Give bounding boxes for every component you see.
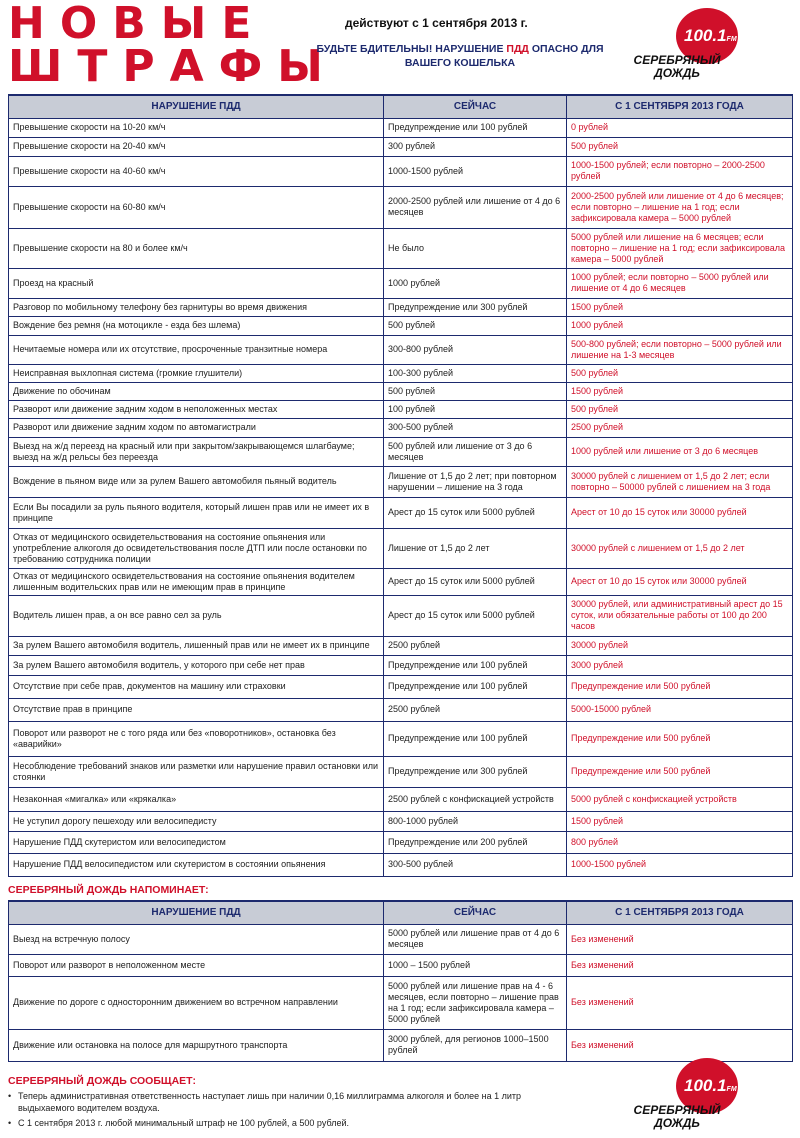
table-row bbox=[9, 335, 793, 364]
new-fine-cell: 2000-2500 рублей или лишение от 4 до 6 месяцев; если повторно – лишение на 1 год; если зафиксировала камера – 5000 рублей bbox=[567, 186, 793, 228]
current-fine-cell: 3000 рублей, для регионов 1000–1500 рублей bbox=[384, 1029, 567, 1061]
notice-list bbox=[8, 1090, 528, 1132]
new-fine-cell: Предупреждение или 500 рублей bbox=[567, 675, 793, 698]
table-row bbox=[9, 268, 793, 298]
table-row bbox=[9, 636, 793, 655]
new-fine-cell: 30000 рублей, или административный арест до 15 суток, или обязательные работы от 100 до 200 часов bbox=[567, 595, 793, 636]
table-row bbox=[9, 156, 793, 186]
table-row bbox=[9, 924, 793, 954]
violation-cell: Выезд на ж/д переезд на красный или при закрытом/закрывающемся шлагбауме; выезд на ж/д рельсы без переезда bbox=[9, 437, 384, 466]
col-now: СЕЙЧАС bbox=[384, 95, 567, 118]
violation-cell: Разворот или движение задним ходом по автомагистрали bbox=[9, 418, 384, 437]
current-fine-cell: Предупреждение или 100 рублей bbox=[384, 721, 567, 756]
current-fine-cell: 500 рублей или лишение от 3 до 6 месяцев bbox=[384, 437, 567, 466]
new-fine-cell: 800 рублей bbox=[567, 831, 793, 853]
violation-cell: Вождение без ремня (на мотоцикле - езда без шлема) bbox=[9, 316, 384, 335]
current-fine-cell: 800-1000 рублей bbox=[384, 811, 567, 831]
table-row bbox=[9, 655, 793, 675]
violation-cell: Превышение скорости на 40-60 км/ч bbox=[9, 156, 384, 186]
new-fine-cell: Без изменений bbox=[567, 1029, 793, 1061]
new-fine-cell: 500 рублей bbox=[567, 364, 793, 382]
new-fine-cell: Арест от 10 до 15 суток или 30000 рублей bbox=[567, 568, 793, 595]
violation-cell: Превышение скорости на 60-80 км/ч bbox=[9, 186, 384, 228]
new-fine-cell: 1000 рублей; если повторно – 5000 рублей или лишение от 4 до 6 месяцев bbox=[567, 268, 793, 298]
current-fine-cell: Арест до 15 суток или 5000 рублей bbox=[384, 595, 567, 636]
violation-cell: Отказ от медицинского освидетельствования на состояние опьянения или употребление алкоголя до освидетельствования после ДТП или после остановки по требованию сотрудника полиции bbox=[9, 528, 384, 568]
violation-cell: Движение или остановка на полосе для маршрутного транспорта bbox=[9, 1029, 384, 1061]
new-fine-cell: 30000 рублей с лишением от 1,5 до 2 лет bbox=[567, 528, 793, 568]
current-fine-cell: 2500 рублей bbox=[384, 636, 567, 655]
warning-text: БУДЬТЕ БДИТЕЛЬНЫ! НАРУШЕНИЕ ПДД ОПАСНО ДЛЯ ВАШЕГО КОШЕЛЬКА bbox=[316, 43, 604, 69]
current-fine-cell: 300-500 рублей bbox=[384, 853, 567, 876]
current-fine-cell: 300-800 рублей bbox=[384, 335, 567, 364]
current-fine-cell: Предупреждение или 300 рублей bbox=[384, 756, 567, 787]
table-row bbox=[9, 595, 793, 636]
table-row bbox=[9, 831, 793, 853]
table-row bbox=[9, 382, 793, 400]
new-fine-cell: 1500 рублей bbox=[567, 382, 793, 400]
current-fine-cell: Лишение от 1,5 до 2 лет; при повторном нарушении – лишение на 3 года bbox=[384, 466, 567, 497]
current-fine-cell: Предупреждение или 100 рублей bbox=[384, 118, 567, 137]
current-fine-cell: 1000-1500 рублей bbox=[384, 156, 567, 186]
list-item: • Теперь административная ответственность наступает лишь при наличии 0,16 миллиграмма алкоголя и более на 1 литр выдыхаемого водителем воздуха. bbox=[8, 1090, 528, 1114]
violation-cell: Нечитаемые номера или их отсутствие, просроченные транзитные номера bbox=[9, 335, 384, 364]
new-fine-cell: 1000 рублей или лишение от 3 до 6 месяцев bbox=[567, 437, 793, 466]
page-title: НОВЫЕ ШТРАФЫ bbox=[8, 0, 338, 92]
table-row bbox=[9, 853, 793, 876]
table-row bbox=[9, 466, 793, 497]
current-fine-cell: Предупреждение или 100 рублей bbox=[384, 675, 567, 698]
table-row bbox=[9, 418, 793, 437]
table-row bbox=[9, 186, 793, 228]
current-fine-cell: 300-500 рублей bbox=[384, 418, 567, 437]
table-row bbox=[9, 437, 793, 466]
new-fine-cell: 5000-15000 рублей bbox=[567, 698, 793, 721]
violation-cell: Не уступил дорогу пешеходу или велосипедисту bbox=[9, 811, 384, 831]
reminder-title: СЕРЕБРЯНЫЙ ДОЖДЬ НАПОМИНАЕТ: bbox=[8, 884, 209, 896]
radio-logo: 100.1FM СЕРЕБРЯНЫЙ ДОЖДЬ bbox=[632, 8, 742, 88]
current-fine-cell: Предупреждение или 200 рублей bbox=[384, 831, 567, 853]
current-fine-cell: 5000 рублей или лишение прав от 4 до 6 месяцев bbox=[384, 924, 567, 954]
table-row bbox=[9, 976, 793, 1029]
new-fine-cell: 1000 рублей bbox=[567, 316, 793, 335]
current-fine-cell: 500 рублей bbox=[384, 382, 567, 400]
violation-cell: Отсутствие при себе прав, документов на машину или страховки bbox=[9, 675, 384, 698]
violation-cell: Неисправная выхлопная система (громкие глушители) bbox=[9, 364, 384, 382]
table-header bbox=[9, 95, 793, 118]
new-fine-cell: Предупреждение или 500 рублей bbox=[567, 721, 793, 756]
violation-cell: Нарушение ПДД велосипедистом или скутеристом в состоянии опьянения bbox=[9, 853, 384, 876]
violation-cell: Если Вы посадили за руль пьяного водителя, который лишен прав или не имеет их в принципе bbox=[9, 497, 384, 528]
new-fine-cell: 5000 рублей с конфискацией устройств bbox=[567, 787, 793, 811]
violation-cell: Отказ от медицинского освидетельствования на состояние опьянения водителем лишенным водительских прав или не имеющим прав в принципе bbox=[9, 568, 384, 595]
violation-cell: Превышение скорости на 10-20 км/ч bbox=[9, 118, 384, 137]
table-row bbox=[9, 228, 793, 268]
table-row bbox=[9, 698, 793, 721]
violation-cell: Разговор по мобильному телефону без гарнитуры во время движения bbox=[9, 298, 384, 316]
table-row bbox=[9, 721, 793, 756]
table-row bbox=[9, 1029, 793, 1061]
table-row bbox=[9, 811, 793, 831]
violation-cell: Поворот или разворот не с того ряда или без «поворотников», остановка без «аварийки» bbox=[9, 721, 384, 756]
new-fine-cell: 1000-1500 рублей bbox=[567, 853, 793, 876]
current-fine-cell: Арест до 15 суток или 5000 рублей bbox=[384, 568, 567, 595]
table-row bbox=[9, 316, 793, 335]
violation-cell: Нарушение ПДД скутеристом или велосипедистом bbox=[9, 831, 384, 853]
current-fine-cell: 2500 рублей bbox=[384, 698, 567, 721]
current-fine-cell: Предупреждение или 100 рублей bbox=[384, 655, 567, 675]
radio-logo-footer: 100.1FM СЕРЕБРЯНЫЙ ДОЖДЬ bbox=[632, 1058, 742, 1138]
new-fine-cell: 5000 рублей или лишение на 6 месяцев; если повторно – лишение на 1 год; если зафиксировала камера – 5000 рублей bbox=[567, 228, 793, 268]
new-fine-cell: Без изменений bbox=[567, 976, 793, 1029]
new-fine-cell: 500 рублей bbox=[567, 400, 793, 418]
table-row bbox=[9, 675, 793, 698]
violation-cell: Выезд на встречную полосу bbox=[9, 924, 384, 954]
table-row bbox=[9, 787, 793, 811]
list-item: • С 1 сентября 2013 г. любой минимальный штраф не 100 рублей, а 500 рублей. bbox=[8, 1117, 528, 1129]
current-fine-cell: 100-300 рублей bbox=[384, 364, 567, 382]
current-fine-cell: 300 рублей bbox=[384, 137, 567, 156]
violation-cell: Поворот или разворот в неположенном месте bbox=[9, 954, 384, 976]
new-fine-cell: 1500 рублей bbox=[567, 298, 793, 316]
violation-cell: Превышение скорости на 80 и более км/ч bbox=[9, 228, 384, 268]
table-row bbox=[9, 137, 793, 156]
table-row bbox=[9, 568, 793, 595]
current-fine-cell: Арест до 15 суток или 5000 рублей bbox=[384, 497, 567, 528]
new-fine-cell: 0 рублей bbox=[567, 118, 793, 137]
table-row bbox=[9, 364, 793, 382]
current-fine-cell: Предупреждение или 300 рублей bbox=[384, 298, 567, 316]
violation-cell: Водитель лишен прав, а он все равно сел за руль bbox=[9, 595, 384, 636]
violation-cell: Движение по дороге с односторонним движением во встречном направлении bbox=[9, 976, 384, 1029]
current-fine-cell: 2000-2500 рублей или лишение от 4 до 6 месяцев bbox=[384, 186, 567, 228]
reminder-table bbox=[8, 900, 793, 1062]
table-row bbox=[9, 954, 793, 976]
new-fine-cell: Без изменений bbox=[567, 924, 793, 954]
current-fine-cell: 5000 рублей или лишение прав на 4 - 6 месяцев, если повторно – лишение прав на 1 год; если зафиксировала камера – 5000 рублей bbox=[384, 976, 567, 1029]
violation-cell: Отсутствие прав в принципе bbox=[9, 698, 384, 721]
new-fine-cell: Арест от 10 до 15 суток или 30000 рублей bbox=[567, 497, 793, 528]
current-fine-cell: 2500 рублей с конфискацией устройств bbox=[384, 787, 567, 811]
new-fine-cell: 3000 рублей bbox=[567, 655, 793, 675]
violation-cell: Вождение в пьяном виде или за рулем Вашего автомобиля пьяный водитель bbox=[9, 466, 384, 497]
violation-cell: Превышение скорости на 20-40 км/ч bbox=[9, 137, 384, 156]
fines-table bbox=[8, 94, 793, 877]
table-header: НАРУШЕНИЕ ПДД СЕЙЧАС С 1 СЕНТЯБРЯ 2013 ГОДА bbox=[9, 901, 793, 924]
new-fine-cell: Без изменений bbox=[567, 954, 793, 976]
table-row bbox=[9, 298, 793, 316]
new-fine-cell: 30000 рублей bbox=[567, 636, 793, 655]
violation-cell: Несоблюдение требований знаков или разметки или нарушение правил остановки или стоянки bbox=[9, 756, 384, 787]
violation-cell: Незаконная «мигалка» или «крякалка» bbox=[9, 787, 384, 811]
col-new: С 1 СЕНТЯБРЯ 2013 ГОДА bbox=[567, 95, 793, 118]
new-fine-cell: 1500 рублей bbox=[567, 811, 793, 831]
current-fine-cell: 500 рублей bbox=[384, 316, 567, 335]
new-fine-cell: 2500 рублей bbox=[567, 418, 793, 437]
violation-cell: Проезд на красный bbox=[9, 268, 384, 298]
new-fine-cell: Предупреждение или 500 рублей bbox=[567, 756, 793, 787]
violation-cell: Разворот или движение задним ходом в неположенных местах bbox=[9, 400, 384, 418]
current-fine-cell: Лишение от 1,5 до 2 лет bbox=[384, 528, 567, 568]
current-fine-cell: 1000 – 1500 рублей bbox=[384, 954, 567, 976]
violation-cell: За рулем Вашего автомобиля водитель, у которого при себе нет прав bbox=[9, 655, 384, 675]
new-fine-cell: 500-800 рублей; если повторно – 5000 рублей или лишение на 1-3 месяцев bbox=[567, 335, 793, 364]
table-row bbox=[9, 497, 793, 528]
current-fine-cell: Не было bbox=[384, 228, 567, 268]
current-fine-cell: 1000 рублей bbox=[384, 268, 567, 298]
new-fine-cell: 30000 рублей с лишением от 1,5 до 2 лет; если повторно – 50000 рублей с лишением на 3 года bbox=[567, 466, 793, 497]
table-row bbox=[9, 756, 793, 787]
table-row bbox=[9, 400, 793, 418]
notice-title: СЕРЕБРЯНЫЙ ДОЖДЬ СООБЩАЕТ: bbox=[8, 1075, 196, 1087]
new-fine-cell: 500 рублей bbox=[567, 137, 793, 156]
violation-cell: Движение по обочинам bbox=[9, 382, 384, 400]
table-row bbox=[9, 118, 793, 137]
col-violation: НАРУШЕНИЕ ПДД bbox=[9, 95, 384, 118]
new-fine-cell: 1000-1500 рублей; если повторно – 2000-2500 рублей bbox=[567, 156, 793, 186]
current-fine-cell: 100 рублей bbox=[384, 400, 567, 418]
table-row bbox=[9, 528, 793, 568]
violation-cell: За рулем Вашего автомобиля водитель, лишенный прав или не имеет их в принципе bbox=[9, 636, 384, 655]
effective-date: действуют с 1 сентября 2013 г. bbox=[345, 16, 528, 30]
